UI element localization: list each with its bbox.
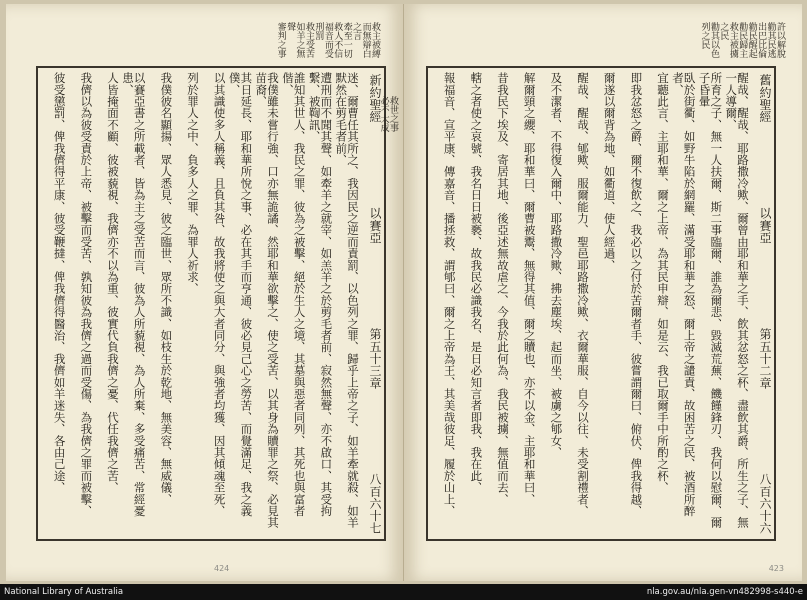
footer-library-name: National Library of Australia — [4, 587, 124, 597]
right-page — [404, 4, 802, 581]
right-text-column: 所育之子、無一人扶爾、斯二事臨爾、誰為爾悲、毀滅荒蕪、饑饉鋒刃、我何以慰爾、爾子昏暈 — [697, 72, 724, 529]
right-note-3: 勸民歸主 — [737, 22, 748, 58]
right-note-0: 許以解脫 — [775, 22, 785, 58]
left-text-column: 以其識使多人稱義、且負其咎、故我將使之與大者同分、與強者均獲、因其傾魂至死、 — [212, 72, 227, 517]
right-page-number: 八百六十六 — [758, 472, 772, 534]
right-page-frame — [426, 66, 776, 541]
left-page — [6, 4, 404, 581]
right-text-column: 昔我民下埃及、寄居其地、後亞述無故虐之、今我於此何為、我民被擄、無值而去、 — [496, 72, 510, 505]
left-text-column: 我僕雖未嘗行強、口亦無詭譎、然耶和華欲擊之、使之受苦、以其身為贖罪之祭、必見其苗裔、 — [254, 72, 280, 529]
left-note-4: 審判之事 — [275, 22, 286, 58]
left-text-column: 彼受懲罰、俾我儕得平康、彼受鞭撻、俾我儕得醫治、我儕如羊迷失、各由己途、 — [52, 72, 67, 494]
right-text-column: 及不潔者、不得復入爾中、耶路撒冷歟、拂去塵埃、起而坐、被虜之郇女、 — [549, 72, 564, 459]
right-page-stamp: 423 — [768, 564, 784, 573]
footer-identifier: nla.gov.au/nla.gen-vn482998-s440-e — [646, 587, 803, 597]
right-text-column: 爾遂以爾背為地、如衢道、使人經過、 — [602, 72, 617, 271]
right-text-column: 醒哉、醒哉、耶路撒冷歟、爾曾由耶和華之手、飲其忿怒之杯、盡飲其爵、所生之子、無一人導爾、 — [724, 72, 750, 529]
left-text-column: 我儕以為彼受責於上帝、被擊而受苦、孰知彼為我儕之過而受傷、為我儕之罪而被擊、 — [79, 72, 94, 517]
left-text-column: 我僕彼名顯揚、眾人悉見、彼之臨世、眾所不識、如枝生於乾地、無美容、無威儀、 — [159, 72, 174, 505]
right-note-5: 勸其以色列之民 — [699, 22, 719, 58]
left-chapter-label: 第五十三章 — [368, 327, 382, 389]
right-text-column: 醒哉、醒哉、郇歟、服爾能力、聖邑耶路撒冷歟、衣爾華服、自今以往、未受割禮者、 — [576, 72, 590, 517]
left-text-column: 遭刑而不聞其聲、如牽羊之就宰、如羔羊之於剪毛者前、寂然無聲、亦不啟口、其受拘繫、被鞫訊、 — [307, 72, 334, 517]
left-text-column: 其日延長、耶和華所悅之事、必在其手而亨通、彼必見己心之勞苦、而覺滿足、我之義僕、 — [227, 72, 254, 517]
book-spread — [6, 4, 802, 581]
right-text-column: 即我忿怒之爵、爾不復飲之、我必以之付於苦爾者手、彼嘗謂爾曰、俯伏、俾我得越、 — [629, 72, 644, 517]
left-text-column: 人皆掩面不顧、彼被藐視、我儕亦不以為重、彼實代負我儕之憂、代任我儕之苦、 — [106, 72, 120, 494]
right-text-column: 報福音、宣平康、傳嘉音、播拯救、謂郇曰、爾之上帝為王、其美哉彼足、履於山上、 — [442, 72, 457, 517]
right-chapter-label: 第五十二章 — [758, 327, 772, 389]
right-page-body — [428, 68, 748, 539]
right-note-2: 勸民醒起 — [746, 22, 757, 58]
right-text-column: 宜聽此言、主耶和華、爾之上帝、為其民申辯、如是云、我已取爾手中所酌之杯、 — [656, 72, 670, 494]
library-footer — [0, 584, 807, 600]
right-text-column: 解爾頸之纓、耶和華曰、爾曹被鬻、無得其值、爾之贖也、亦不以金、主耶和華曰、 — [522, 72, 537, 505]
left-text-column: 以賽亞書之所載者、皆為主之受苦而言、彼為人所藐視、為人所棄、多受痛苦、常經憂患、 — [120, 72, 147, 517]
left-note-bottom-0: 救世之事 — [388, 96, 398, 132]
left-text-column: 列於罪人之中、負多人之罪、為罪人祈求、 — [186, 72, 200, 295]
left-book-title: 新約聖經 — [368, 74, 382, 123]
right-book-name: 以賽亞 — [758, 207, 772, 244]
left-page-body — [38, 68, 358, 539]
left-note-bottom-1: 必不大成 — [378, 96, 389, 132]
left-text-column: 誰知其世人、我民之罪、彼為之被擊、絕於生人之境、其墓與惡者同列、其死也與富者偕、 — [280, 72, 307, 517]
left-note-2: 救人不信福音而受刑罰 — [313, 22, 343, 58]
left-page-frame — [36, 66, 386, 541]
right-notes-top — [634, 22, 784, 66]
left-note-1: 牽至一切 — [341, 22, 352, 58]
left-note-3: 救主受苦如羊之無聲 — [285, 22, 314, 58]
left-page-stamp: 424 — [214, 564, 230, 573]
left-book-name: 以賽亞 — [368, 207, 382, 244]
right-note-1: 勸其民逃出巴比倫 — [756, 22, 776, 58]
right-note-4: 救主被擄之民 — [718, 22, 738, 58]
left-page-number: 八百六十七 — [368, 472, 382, 534]
left-notes-top — [189, 22, 379, 66]
left-text-column: 迷、爾曹任其所之、我因民之逆而責罰、以色列之罪、歸乎上帝之子、如羊牽就殺、如羊默然在剪毛者前、 — [334, 72, 360, 529]
right-text-column: 臥於街衢、如野牛陷於網羅、滿受耶和華之怒、爾上帝之譴責、故困苦之民、被酒所醉者、 — [670, 72, 697, 517]
left-notes-bottom — [373, 96, 397, 156]
right-text-column: 轄之者使之哀號、我名日日被褻、故我民必識我名、是日必知言者即我、我在此、 — [469, 72, 484, 494]
right-page-header — [759, 74, 771, 534]
left-note-0: 救主被縛而無辯白之言 — [351, 22, 380, 58]
right-book-title: 舊約聖經 — [758, 74, 772, 123]
